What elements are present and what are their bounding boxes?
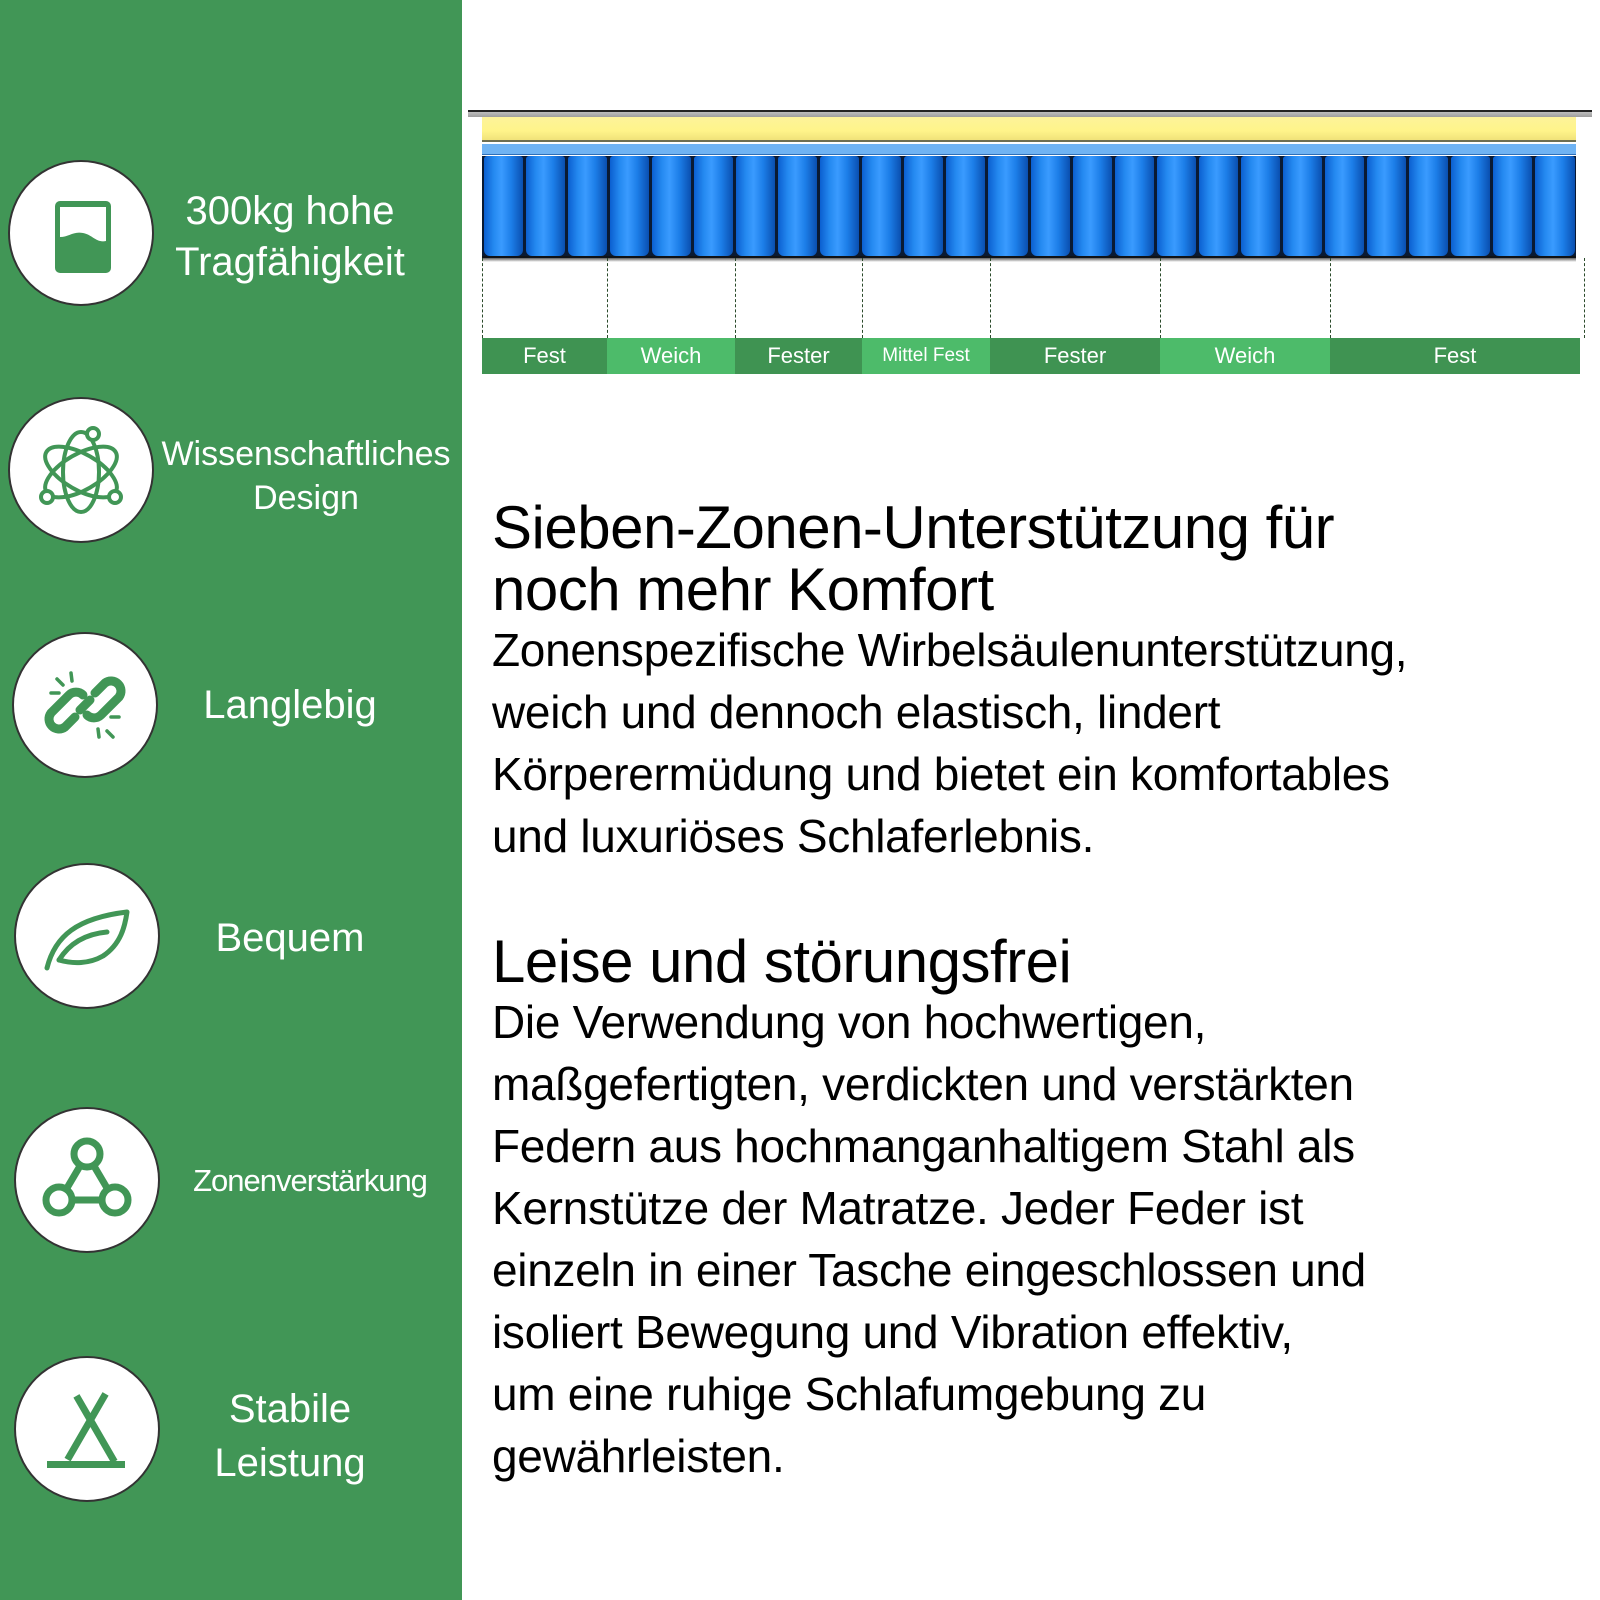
pocket-spring	[736, 156, 775, 256]
feature-label-line: Tragfähigkeit	[175, 240, 405, 285]
pocket-spring	[988, 156, 1027, 256]
feature-sidebar	[0, 0, 462, 1600]
section-title	[492, 494, 1572, 623]
pocket-spring	[862, 156, 901, 256]
zone-label: Weich	[1160, 338, 1330, 374]
zone-divider	[735, 258, 736, 338]
pocket-spring	[1073, 156, 1112, 256]
feature-label-line: Stabile	[228, 1387, 352, 1431]
pocket-spring	[1409, 156, 1448, 256]
zone-label: Fest	[482, 338, 607, 374]
pocket-spring	[1283, 156, 1322, 256]
section-body-line: Federn aus hochmanganhaltigem Stahl als	[492, 1120, 1355, 1172]
triangle-icon	[14, 1356, 160, 1502]
feature-label-line: Wissenschaftliches	[161, 435, 451, 473]
zone-divider	[990, 258, 991, 338]
pocket-spring	[1367, 156, 1406, 256]
chain-link-icon	[12, 632, 158, 778]
feature-scientific-design	[0, 397, 462, 547]
feature-label-line: Bequem	[215, 916, 365, 960]
section-seven-zone-support	[492, 494, 1572, 867]
feature-label	[150, 433, 462, 520]
section-body-line: einzeln in einer Tasche eingeschlossen und	[492, 1244, 1366, 1296]
feature-label-line: Design	[253, 478, 359, 517]
molecule-triangle-icon	[14, 1107, 160, 1253]
section-body-line: weich und dennoch elastisch, lindert	[492, 686, 1221, 738]
feature-comfortable	[0, 863, 462, 1013]
mattress-cover-layer	[468, 110, 1592, 117]
section-title-line: noch mehr Komfort	[492, 556, 994, 623]
pocket-spring	[778, 156, 817, 256]
pocket-spring	[1451, 156, 1490, 256]
pocket-spring	[610, 156, 649, 256]
pocket-spring	[820, 156, 859, 256]
section-quiet-undisturbed	[492, 928, 1572, 1487]
mattress-icon	[8, 160, 154, 306]
section-body-line: maßgefertigten, verdickten und verstärkten	[492, 1058, 1354, 1110]
pocket-spring	[526, 156, 565, 256]
pocket-spring	[1241, 156, 1280, 256]
feature-label	[150, 186, 430, 288]
pocket-spring	[904, 156, 943, 256]
pocket-spring	[1535, 156, 1574, 256]
feature-label-line: Zonenverstärkung	[193, 1163, 427, 1198]
section-title: Leise und störungsfrei	[492, 928, 1072, 995]
feature-load-capacity	[0, 160, 462, 310]
feature-label	[150, 680, 430, 731]
zone-label: Mittel Fest	[862, 338, 990, 374]
section-body	[492, 991, 1572, 1487]
pocket-spring	[652, 156, 691, 256]
leaf-icon	[14, 863, 160, 1009]
feature-label	[150, 1382, 430, 1490]
pocket-spring	[1199, 156, 1238, 256]
zone-label-bar	[482, 338, 1580, 374]
feature-stable-performance	[0, 1356, 462, 1506]
zone-divider	[482, 258, 483, 338]
section-body-line: Körperermüdung und bietet ein komfortables	[492, 748, 1390, 800]
pocket-spring	[1325, 156, 1364, 256]
feature-label	[160, 1161, 460, 1201]
feature-durable	[0, 632, 462, 782]
section-body-line: Die Verwendung von hochwertigen,	[492, 996, 1207, 1048]
pocket-springs	[482, 156, 1576, 258]
pocket-spring	[694, 156, 733, 256]
zone-label: Weich	[607, 338, 735, 374]
zone-label: Fest	[1330, 338, 1580, 374]
pocket-spring	[1031, 156, 1070, 256]
zone-label: Fester	[735, 338, 862, 374]
zone-divider	[607, 258, 608, 338]
feature-label-line: Langlebig	[203, 683, 377, 727]
mattress-support-layer	[482, 144, 1576, 155]
zone-divider	[1584, 258, 1585, 338]
section-body-line: um eine ruhige Schlafumgebung zu	[492, 1368, 1207, 1420]
pocket-spring	[568, 156, 607, 256]
section-body-line: und luxuriöses Schlaferlebnis.	[492, 810, 1095, 862]
feature-label	[150, 913, 430, 964]
mattress-zone-diagram	[462, 100, 1600, 390]
section-body	[492, 619, 1572, 867]
pocket-spring	[1493, 156, 1532, 256]
section-body-line: isoliert Bewegung und Vibration effektiv,	[492, 1306, 1293, 1358]
section-body-line: Kernstütze der Matratze. Jeder Feder ist	[492, 1182, 1304, 1234]
section-body-line: Zonenspezifische Wirbelsäulenunterstützung,	[492, 624, 1408, 676]
section-title-line: Sieben-Zonen-Unterstützung für	[492, 494, 1335, 561]
zone-dividers	[462, 258, 1600, 338]
zone-divider	[1160, 258, 1161, 338]
pocket-spring	[484, 156, 523, 256]
atom-icon	[8, 397, 154, 543]
pocket-spring	[1115, 156, 1154, 256]
feature-label-line: Leistung	[214, 1441, 366, 1485]
feature-zone-reinforcement	[0, 1107, 462, 1257]
section-body-line: gewährleisten.	[492, 1430, 785, 1482]
mattress-foam-layer	[482, 117, 1576, 142]
pocket-spring	[946, 156, 985, 256]
zone-divider	[1330, 258, 1331, 338]
pocket-spring	[1157, 156, 1196, 256]
feature-label-line: 300kg hohe	[185, 189, 395, 233]
zone-divider	[862, 258, 863, 338]
zone-label: Fester	[990, 338, 1160, 374]
